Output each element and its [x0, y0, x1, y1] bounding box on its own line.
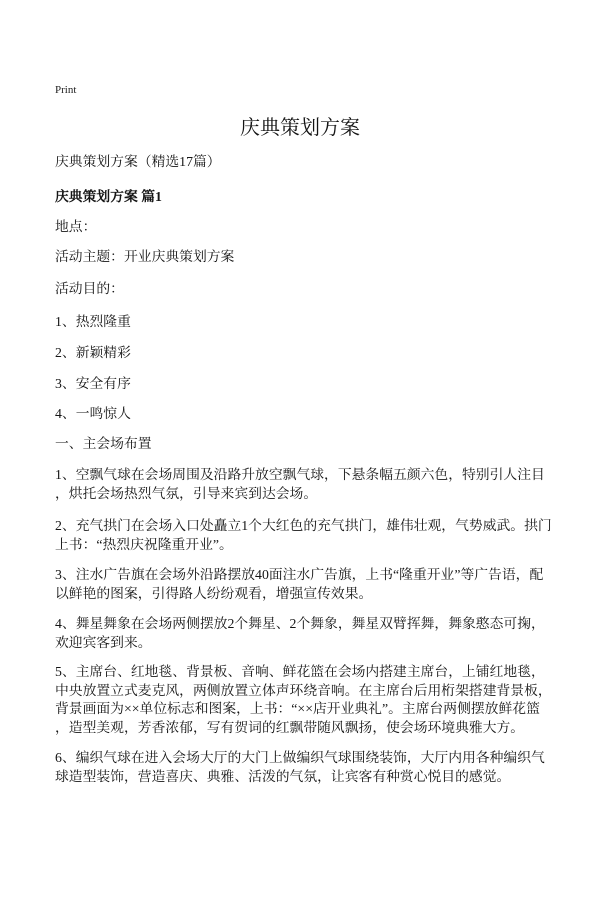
paragraph-line: ，烘托会场热烈气氛，引导来宾到达会场。: [55, 485, 318, 501]
paragraph-line: 欢迎宾客到来。: [55, 634, 152, 650]
purpose-item: 2、新颖精彩: [55, 345, 131, 360]
purpose-item: 1、热烈隆重: [55, 314, 131, 329]
purpose-field: 活动目的：: [55, 281, 124, 296]
theme-field: 活动主题：开业庆典策划方案: [55, 249, 235, 264]
location-field: 地点：: [55, 219, 97, 234]
paragraph-arch: [55, 517, 555, 554]
paragraph-line: 6、编织气球在进入会场大厅的大门上做编织气球围绕装饰，大厅内用各种编织气: [55, 750, 545, 765]
paragraph-line: 上书：“热烈庆祝隆重开业”。: [55, 536, 233, 552]
paragraph-stage: [55, 663, 555, 738]
print-link[interactable]: Print: [55, 84, 77, 96]
paragraph-dancers: [55, 615, 555, 652]
paragraph-line: 以鲜艳的图案，引得路人纷纷观看，增强宣传效果。: [55, 585, 373, 601]
venue-heading: 一、主会场布置: [55, 436, 152, 451]
paragraph-line: 球造型装饰，营造喜庆、典雅、活泼的气氛，让宾客有种赏心悦目的感觉。: [55, 768, 511, 784]
paragraph-line: 2、充气拱门在会场入口处矗立1个大红色的充气拱门，雄伟壮观，气势威武。拱门: [55, 518, 552, 533]
paragraph-line: 1、空飘气球在会场周围及沿路升放空飘气球，下悬条幅五颜六色，特别引人注目: [55, 467, 545, 482]
document-title: 庆典策划方案: [240, 117, 360, 139]
paragraph-line: 5、主席台、红地毯、背景板、音响、鲜花篮在会场内搭建主席台，上铺红地毯，: [55, 664, 545, 679]
paragraph-line: 中央放置立式麦克风，两侧放置立体声环绕音响。在主席台后用桁架搭建背景板，: [55, 682, 552, 698]
paragraph-flags: [55, 566, 555, 603]
paragraph-balloons: [55, 466, 555, 503]
purpose-item: 3、安全有序: [55, 376, 131, 391]
paragraph-line: 背景画面为××单位标志和图案，上书：“××店开业典礼”。主席台两侧摆放鲜花篮: [55, 701, 540, 717]
document-subtitle: 庆典策划方案（精选17篇）: [55, 154, 221, 169]
section-heading: 庆典策划方案 篇1: [55, 189, 162, 204]
paragraph-line: 3、注水广告旗在会场外沿路摆放40面注水广告旗，上书“隆重开业”等广告语，配: [55, 567, 544, 582]
purpose-item: 4、一鸣惊人: [55, 406, 131, 421]
paragraph-line: 4、舞星舞象在会场两侧摆放2个舞星、2个舞象，舞星双臂挥舞，舞象憨态可掬，: [55, 616, 545, 631]
paragraph-woven-balloons: [55, 749, 555, 786]
paragraph-line: ，造型美观，芳香浓郁，写有贺词的红飘带随风飘扬，使会场环境典雅大方。: [55, 720, 525, 736]
